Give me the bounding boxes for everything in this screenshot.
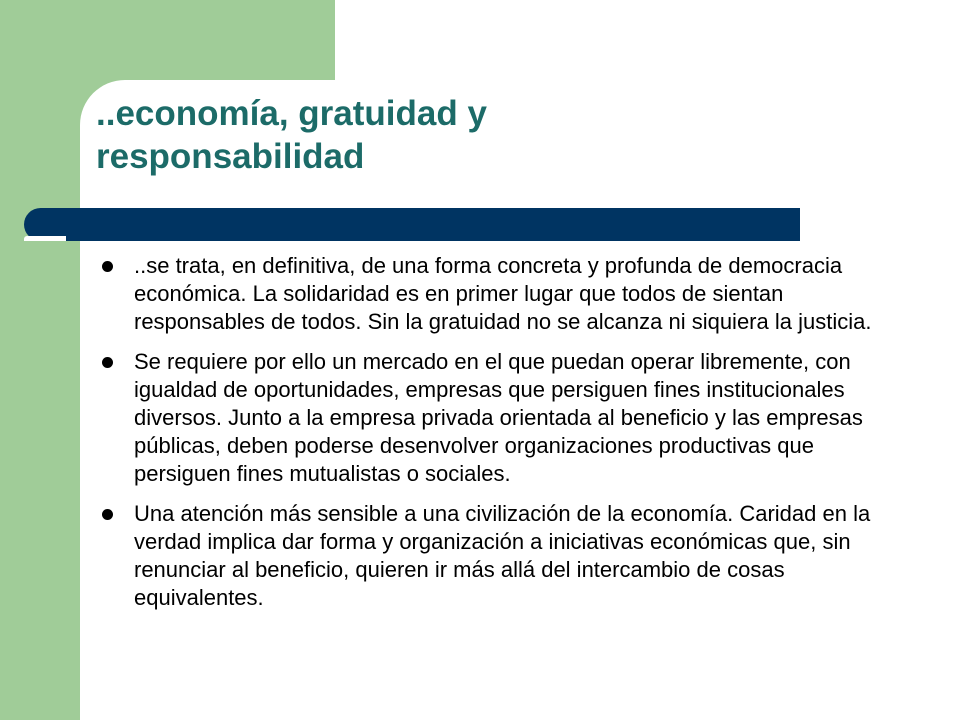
bullet-list: [100, 252, 890, 624]
bullet-text: ..se trata, en definitiva, de una forma concreta y profunda de democracia económica. La solidaridad es en primer lugar que todos de sientan responsables de todos. Sin la gratuidad no se alcanza ni siquiera la justicia.: [134, 253, 872, 334]
bullet-dot-icon: [102, 357, 113, 368]
bullet-text: Se requiere por ello un mercado en el que puedan operar libremente, con igualdad de oportunidades, empresas que persiguen fines institucionales diversos. Junto a la empresa privada orientada al beneficio y las empresas públicas, deben poderse desenvolver organizaciones productivas que persiguen fines mutualistas o sociales.: [134, 349, 863, 486]
bullet-item: [100, 348, 890, 488]
slide-title-line-2: responsabilidad: [96, 137, 365, 176]
bullet-text: Una atención más sensible a una civilización de la economía. Caridad en la verdad implica dar forma y organización a iniciativas económicas que, sin renunciar al beneficio, quieren ir más allá del intercambio de cosas equivalentes.: [134, 501, 871, 610]
slide-title-line-1: ..economía, gratuidad y: [96, 94, 487, 133]
bullet-dot-icon: [102, 261, 113, 272]
bullet-item: [100, 500, 890, 612]
bullet-item: [100, 252, 890, 336]
title-divider-bar: [24, 208, 800, 241]
bullet-dot-icon: [102, 509, 113, 520]
slide-title: [96, 92, 856, 178]
divider-notch: [24, 236, 66, 241]
